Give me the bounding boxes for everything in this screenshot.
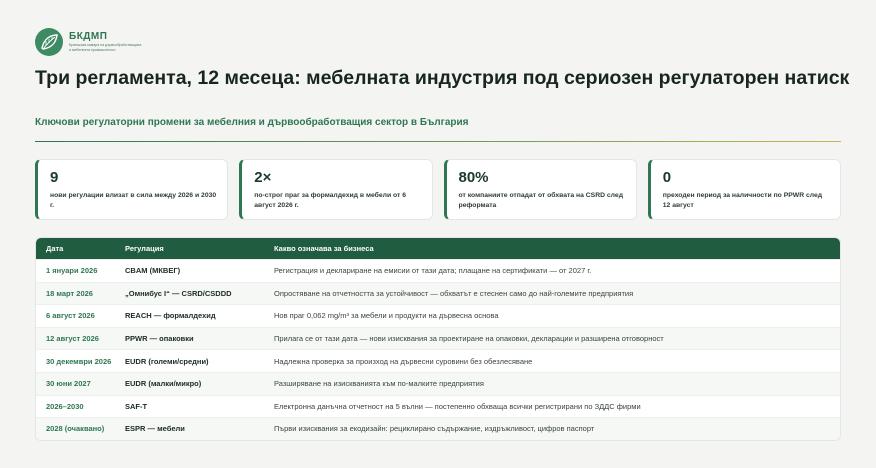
brand-header — [35, 28, 143, 56]
stat-value: 9 — [50, 169, 59, 186]
row-date: 18 март 2026 — [46, 288, 93, 298]
row-regulation: „Омнибус I“ — CSRD/CSDDD — [125, 288, 232, 298]
row-regulation: PPWR — опаковки — [125, 334, 194, 344]
stat-label: нови регулации влизат в сила между 2026 и 2030 г. — [50, 192, 217, 209]
row-date: 6 август 2026 — [46, 311, 95, 321]
leaf-logo-icon — [35, 28, 63, 56]
row-date: 30 юни 2027 — [46, 379, 91, 389]
table-row — [36, 304, 840, 327]
stats-row — [35, 159, 841, 220]
stat-label: от компаниите отпадат от обхвата на CSRD след реформата — [458, 192, 624, 209]
row-meaning: Нов праг 0,062 mg/m³ за мебели и продукти на дървесна основа — [274, 311, 499, 321]
column-header-date: Дата — [46, 244, 64, 253]
row-regulation: EUDR (големи/средни) — [125, 356, 209, 366]
stat-label: преходен период за наличности по PPWR след 12 август — [662, 192, 823, 209]
column-header-meaning: Какво означава за бизнеса — [274, 244, 374, 253]
row-meaning: Прилага се от тази дата — нови изисквания за проектиране на опаковки, декларации и разширена отговорност — [274, 334, 664, 344]
divider — [35, 141, 841, 142]
row-regulation: ESPR — мебели — [125, 424, 185, 434]
brand-tagline: Браншова камара на дървообработващата и мебелната промишленост — [69, 43, 142, 52]
table-body — [36, 259, 840, 440]
stat-card — [648, 159, 841, 220]
table-row — [36, 417, 840, 440]
table-row — [36, 327, 840, 350]
stat-label: по-строг праг за формалдехид в мебели от 6 август 2026 г. — [254, 192, 407, 209]
row-meaning: Разширяване на изискванията към по-малките предприятия — [274, 379, 484, 389]
table-row — [36, 349, 840, 372]
table-row — [36, 282, 840, 305]
row-date: 12 август 2026 — [46, 334, 99, 344]
column-header-regulation: Регулация — [125, 244, 164, 253]
row-date: 2026–2030 — [46, 401, 84, 411]
row-date: 2028 (очаквано) — [46, 424, 105, 434]
stat-value: 80% — [458, 169, 489, 186]
table-header — [36, 238, 840, 259]
stat-card — [444, 159, 637, 220]
row-meaning: Опростяване на отчетността за устойчивост — обхватът е стеснен само до най-големите предприятия — [274, 288, 634, 298]
page-subtitle: Ключови регулаторни промени за мебелния и дървообработващия сектор в България — [35, 117, 469, 128]
stat-value: 2× — [254, 169, 272, 186]
row-meaning: Електронна данъчна отчетност на 5 вълни — постепенно обхваща всички регистрирани по ЗДДС фирми — [274, 401, 641, 411]
brand-name: БКДМП — [69, 31, 108, 43]
row-date: 1 януари 2026 — [46, 266, 98, 276]
regulations-table — [35, 237, 841, 441]
table-row — [36, 259, 840, 282]
page-title: Три регламента, 12 месеца: мебелната индустрия под сериозен регулаторен натиск — [35, 67, 850, 89]
row-regulation: REACH — формалдехид — [125, 311, 216, 321]
table-row — [36, 395, 840, 418]
table-row — [36, 372, 840, 395]
row-regulation: CBAM (МКВЕГ) — [125, 266, 181, 276]
row-meaning: Регистрация и деклариране на емисии от тази дата; плащане на сертификати — от 2027 г. — [274, 266, 592, 276]
row-date: 30 декември 2026 — [46, 356, 112, 366]
row-meaning: Първи изисквания за екодизайн: рециклирано съдържание, издръжливост, цифров паспорт — [274, 424, 595, 434]
stat-value: 0 — [662, 169, 672, 186]
row-regulation: SAF-T — [125, 401, 148, 411]
row-regulation: EUDR (малки/микро) — [125, 379, 202, 389]
row-meaning: Надлежна проверка за произход на дървесни суровини без обезлесяване — [274, 356, 533, 366]
stat-card — [35, 159, 228, 220]
stat-card — [239, 159, 432, 220]
